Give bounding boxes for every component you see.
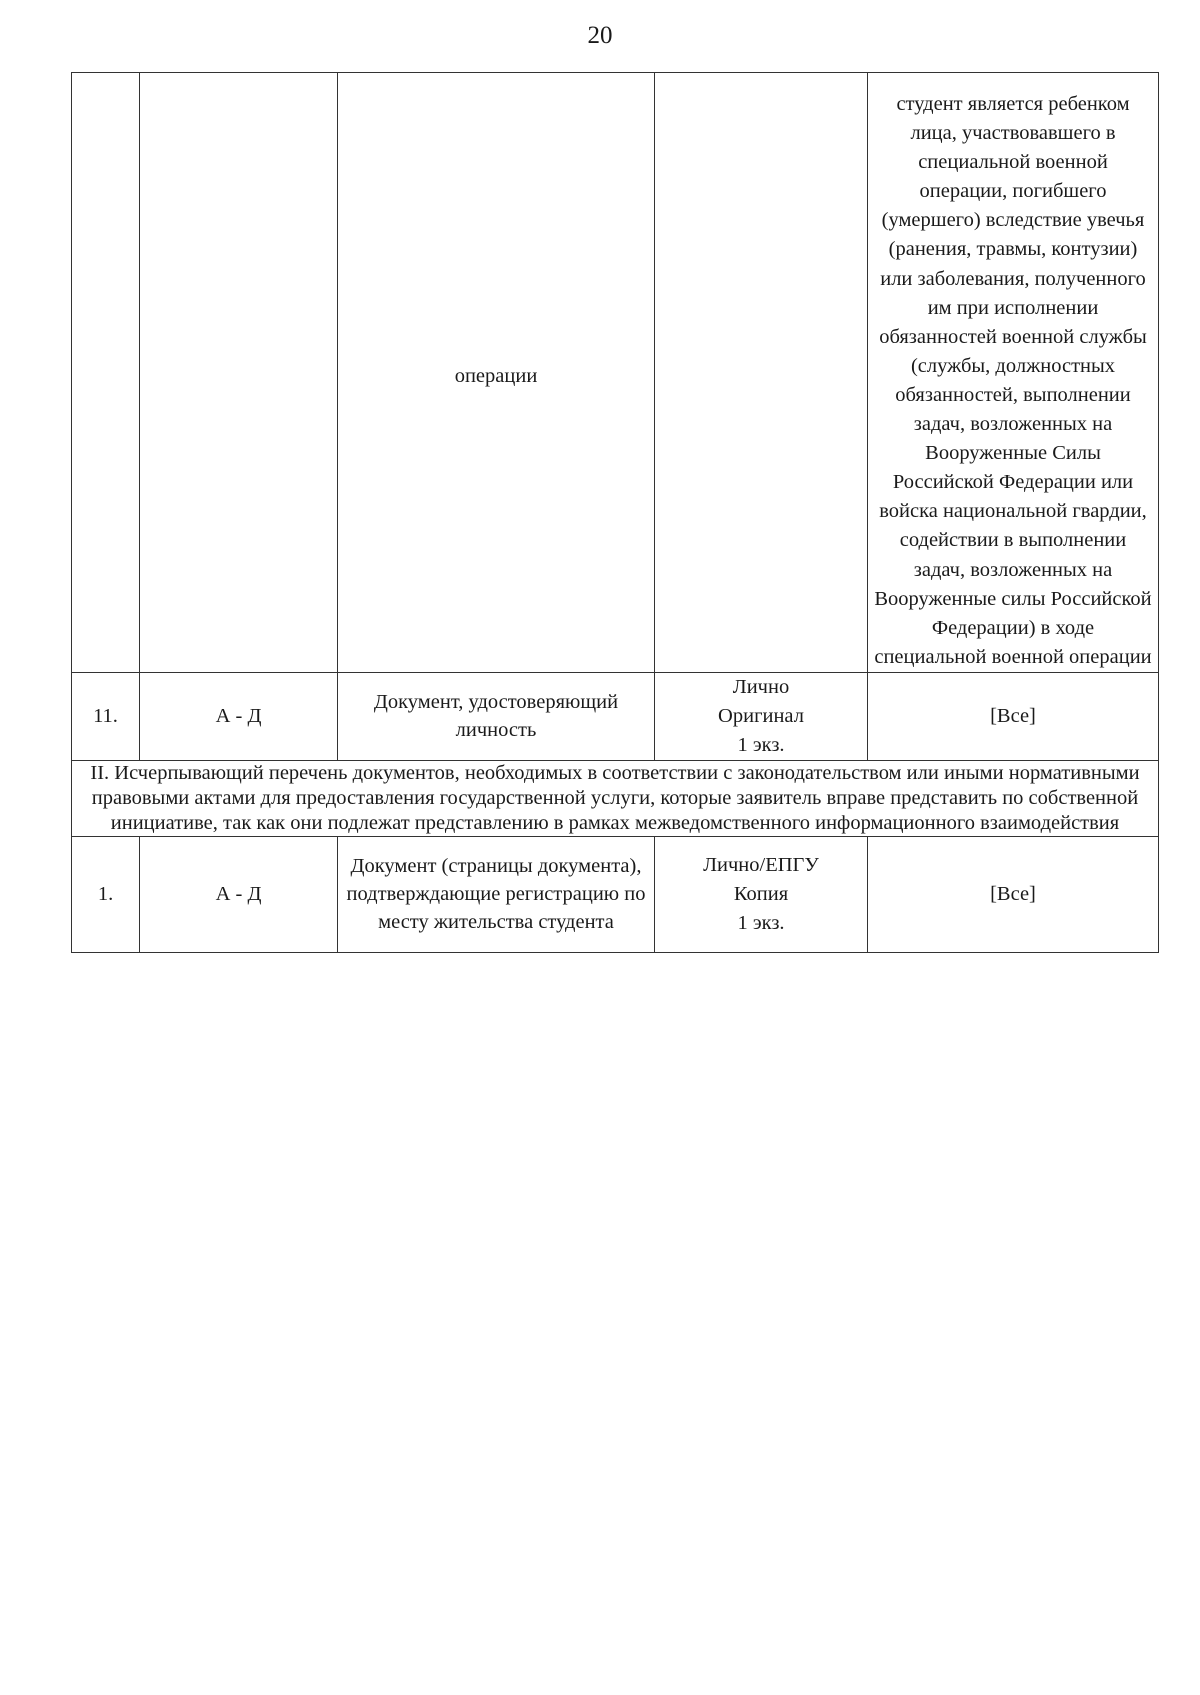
- section-heading: II. Исчерпывающий перечень документов, необходимых в соответствии с законодательством или иными нормативными правовыми актами для предоставления государственной услуги, которые заявитель вправе представить по собственной инициативе, так как они подлежат представлению в рамках межведомственного информационного взаимодействия: [72, 760, 1159, 836]
- cell-category-empty: [140, 73, 338, 673]
- table-row-continuation: [72, 73, 1159, 673]
- submission-method: [655, 836, 868, 952]
- document-name: Документ (страницы документа), подтверждающие регистрацию по месту жительства студента: [338, 836, 655, 952]
- table-row-1: [72, 836, 1159, 952]
- cell-document-continuation: операции: [338, 73, 655, 673]
- page-number: 20: [587, 22, 613, 49]
- table-row-11: [72, 672, 1159, 760]
- row-number: 1.: [72, 836, 140, 952]
- submission-method: [655, 672, 868, 760]
- applicant-category: А - Д: [140, 672, 338, 760]
- cell-condition-continuation: студент является ребенком лица, участвовавшего в специальной военной операции, погибшего (умершего) вследствие увечья (ранения, травмы, контузии) или заболевания, полученного им при исполнении обязанностей военной службы (службы, должностных обязанностей, выполнении задач, возложенных на Вооруженные Силы Российской Федерации или войска национальной гвардии, содействии в выполнении задач, возложенных на Вооруженные силы Российской Федерации) в ходе специальной военной операции: [868, 73, 1159, 673]
- condition: [Все]: [868, 836, 1159, 952]
- section-heading-row: [72, 760, 1159, 836]
- submission-copies-line: 1 экз.: [737, 911, 785, 934]
- applicant-category: А - Д: [140, 836, 338, 952]
- submission-form-line: Копия: [733, 882, 789, 905]
- row-number: 11.: [72, 672, 140, 760]
- condition: [Все]: [868, 672, 1159, 760]
- documents-table: [71, 72, 1159, 953]
- cell-number-empty: [72, 73, 140, 673]
- submission-method-line: Лично/ЕПГУ: [703, 853, 819, 876]
- submission-method-line: Лично: [732, 675, 790, 698]
- submission-copies-line: 1 экз.: [737, 733, 785, 756]
- document-name: Документ, удостоверяющий личность: [338, 672, 655, 760]
- submission-form-line: Оригинал: [718, 704, 804, 727]
- cell-submission-empty: [655, 73, 868, 673]
